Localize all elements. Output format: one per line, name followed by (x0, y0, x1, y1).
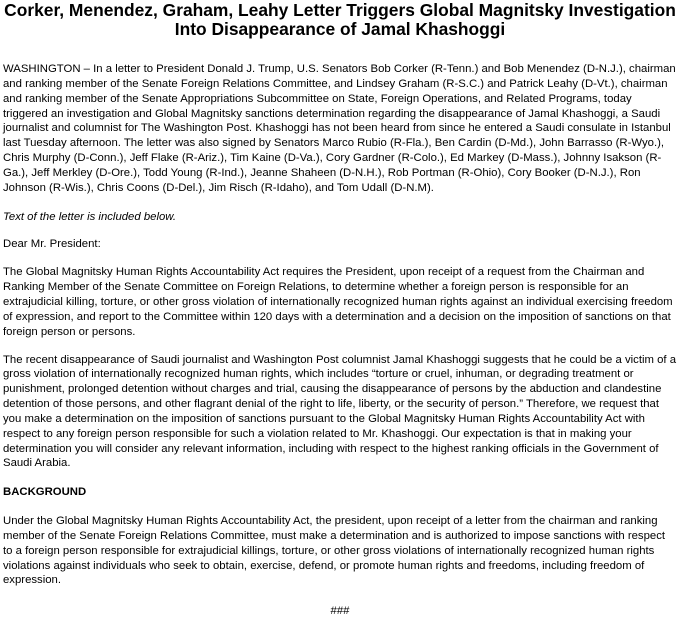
background-heading: BACKGROUND (3, 486, 87, 499)
letter-paragraph-2: The recent disappearance of Saudi journalist and Washington Post columnist Jamal Khashoggi suggests that he could be a victim of a gross violation of internationally recognized human rights, which includes “torture or cruel, inhuman, or degrading treatment or punishment, prolonged detention without charges and trial, causing the disappearance of persons by the abduction and clandestine detention of those persons, and other flagrant denial of the right to life, liberty, or the security of person.” Therefore, we request that you make a determination on the imposition of sanctions pursuant to the Global Magnitsky Human Rights Accountability Act with respect to any foreign person responsible for such a violation related to Mr. Khashoggi. Our expectation is that in making your determination you will consider any relevant information, including with respect to the highest ranking officials in the Government of Saudi Arabia. (3, 353, 677, 470)
press-release-title (3, 0, 677, 39)
letter-note: Text of the letter is included below. (3, 210, 176, 223)
letter-paragraph-1: The Global Magnitsky Human Rights Accountability Act requires the President, upon receipt of a request from the Chairman and Ranking Member of the Senate Committee on Foreign Relations, to determine whether a foreign person is responsible for an extrajudicial killing, torture, or other gross violation of internationally recognized human rights against an individual exercising freedom of expression, and report to the Committee within 120 days with a determination and a decision on the imposition of sanctions on that foreign person or persons. (3, 266, 673, 338)
background-paragraph: Under the Global Magnitsky Human Rights Accountability Act, the president, upon receipt of a letter from the chairman and ranking member of the Senate Foreign Relations Committee, must make a determination and is authorized to impose sanctions with respect to a foreign person responsible for extrajudicial killings, torture, or other gross violations of internationally recognized human rights violations against individuals who seek to obtain, exercise, defend, or promote human rights and freedoms, including freedom of expression. (3, 515, 666, 587)
title-line-2: Into Disappearance of Jamal Khashoggi (174, 19, 506, 39)
salutation: Dear Mr. President: (3, 238, 101, 251)
intro-paragraph: WASHINGTON – In a letter to President Donald J. Trump, U.S. Senators Bob Corker (R-Tenn.) and Bob Menendez (D-N.J.), chairman and ranking member of the Senate Foreign Relations Committee, and Lindsey Graham (R-S.C.) and Patrick Leahy (D-Vt.), chairman and ranking member of the Senate Appropriations Subcommittee on State, Foreign Operations, and Related Programs, today triggered an investigation and Global Magnitsky sanctions determination regarding the disappearance of Jamal Khashoggi, a Saudi journalist and columnist for The Washington Post. Khashoggi has not been heard from since he entered a Saudi consulate in Istanbul last Tuesday afternoon. The letter was also signed by Senators Marco Rubio (R-Fla.), Ben Cardin (D-Md.), John Barrasso (R-Wyo.), Chris Murphy (D-Conn.), Jeff Flake (R-Ariz.), Tim Kaine (D-Va.), Cory Gardner (R-Colo.), Ed Markey (D-Mass.), Johnny Isakson (R-Ga.), Jeff Merkley (D-Ore.), Todd Young (R-Ind.), Jeanne Shaheen (D-N.H.), Rob Portman (R-Ohio), Cory Booker (D-N.J.), Ron Johnson (R-Wis.), Chris Coons (D-Del.), Jim Risch (R-Idaho), and Tom Udall (D-N.M). (3, 63, 676, 194)
title-line-1: Corker, Menendez, Graham, Leahy Letter Triggers Global Magnitsky Investigation (4, 0, 676, 20)
document-body (3, 62, 677, 619)
end-mark: ### (330, 605, 350, 618)
